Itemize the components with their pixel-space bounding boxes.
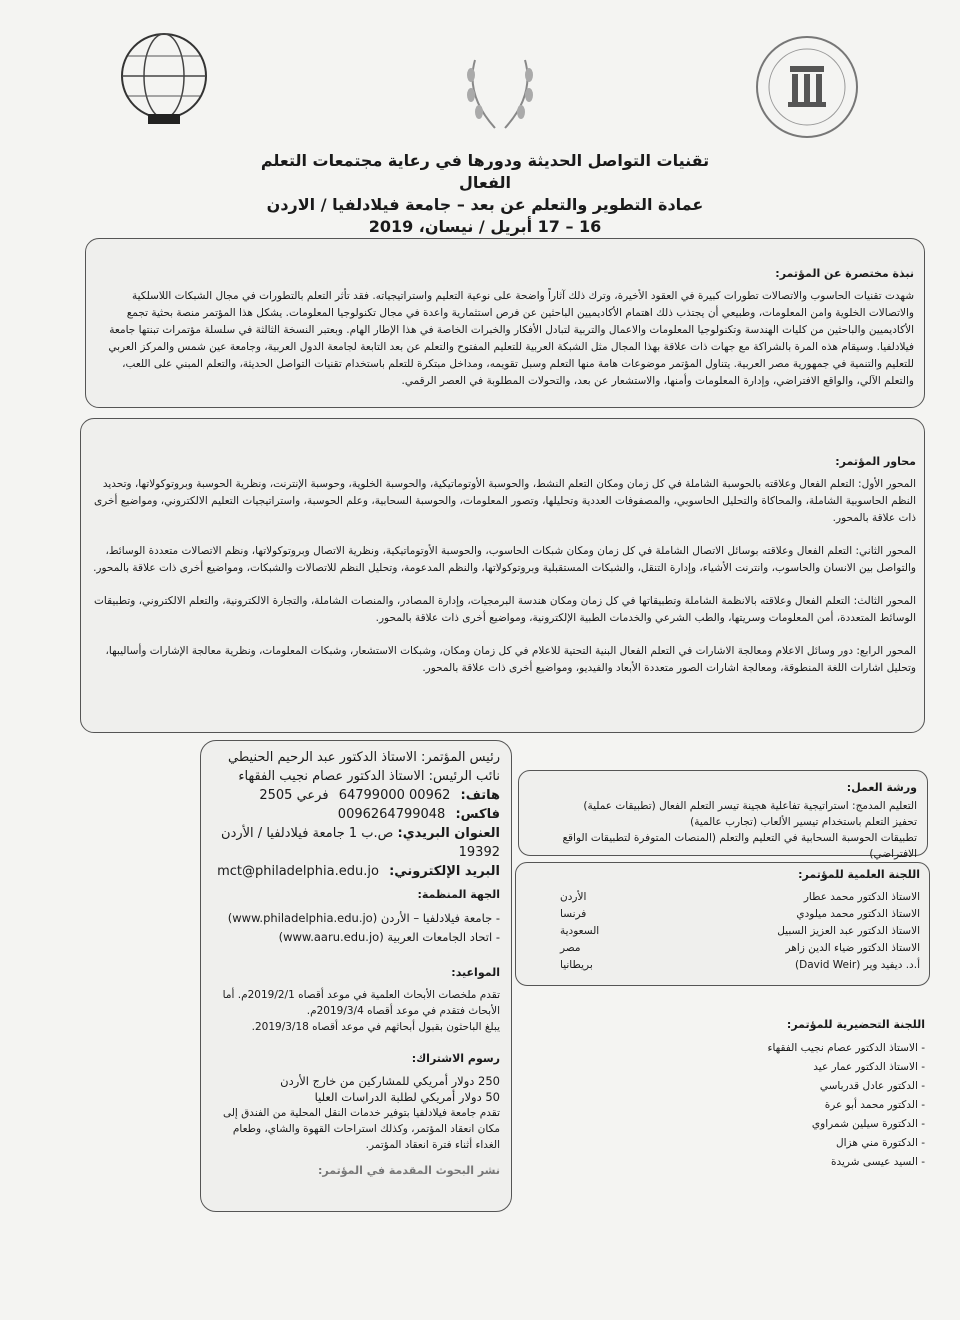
committee-member-row	[560, 906, 920, 923]
contacts-block	[210, 748, 500, 881]
preparatory-member: - الدكتور عادل قدرباسي	[819, 1080, 925, 1092]
mail-address: ص.ب 1 جامعة فيلادلفيا / الأردن 19392	[221, 826, 500, 860]
mail-label: العنوان البريدي:	[397, 826, 500, 841]
date-item: تقدم ملخصات الأبحاث العلمية في موعد أقصاه 2019/2/1م. أما الأبحاث فتقدم في موعد أقصاه 2019/3/4م.	[222, 989, 500, 1017]
member-name: الاستاذ الدكتور محمد عطار	[803, 891, 920, 903]
preparatory-member: - الدكتور محمد أبو عرة	[824, 1099, 925, 1111]
committee-member-row	[560, 889, 920, 906]
preparatory-member: - الدكتورة مني هزال	[835, 1137, 925, 1149]
organizers-heading: الجهة المنظمة:	[417, 888, 500, 901]
vice-president-line: نائب الرئيس: الاستاذ الدكتور عصام نجيب الفقهاء	[238, 769, 500, 784]
phone-number: 00962 64799000	[338, 788, 451, 803]
preparatory-member: - الاستاذ الدكتور عصام نجيب الفقهاء	[767, 1042, 925, 1054]
president-line: رئيس المؤتمر: الاستاذ الدكتور عبد الرحيم الحنيطي	[228, 750, 500, 765]
member-country: بريطانيا	[560, 959, 593, 971]
email-label: البريد الإلكتروني:	[389, 864, 500, 879]
scientific-heading: اللجنة العلمية للمؤتمر:	[798, 868, 920, 881]
member-country: مصر	[560, 942, 581, 954]
email-address[interactable]: mct@philadelphia.edu.jo	[217, 864, 379, 879]
dates-block	[210, 966, 500, 1035]
fees-block	[210, 1052, 500, 1153]
email-line	[210, 862, 500, 881]
preparatory-member: - السيد عيسى شريدة	[830, 1156, 925, 1168]
workshop-item: تطبيقات الحوسبة السحابية في التعليم والتعلم (المنصات المتوفرة لتطبيقات الواقع الافتراضي)	[562, 832, 917, 860]
scientific-committee-block	[560, 868, 920, 974]
workshop-heading: ورشة العمل:	[846, 781, 917, 794]
fax-number: 0096264799048	[337, 807, 446, 822]
fees-heading: رسوم الاشتراك:	[411, 1052, 500, 1065]
mail-line	[210, 824, 500, 862]
workshop-item: التعليم المدمج: استراتيجية تفاعلية هجينة تيسر التعلم الفعال (تطبيقات عملية)	[583, 800, 917, 812]
committee-member-row	[560, 923, 920, 940]
conference-title-block	[250, 150, 720, 238]
publishing-block	[210, 1164, 500, 1185]
phone-line	[210, 786, 500, 805]
fax-label: فاكس:	[455, 807, 500, 822]
workshop-item: تحفيز التعلم باستخدام تيسير الألعاب (تجارب عالمية)	[690, 816, 917, 828]
title-line-3: 16 – 17 أبريل / نيسان، 2019	[368, 217, 602, 236]
preparatory-member: - الاستاذ الدكتور عمار عيد	[813, 1061, 925, 1073]
workshop-panel	[518, 770, 928, 860]
fee-item: 250 دولار أمريكي للمشاركين من خارج الأردن	[280, 1074, 500, 1088]
publishing-heading: نشر البحوث المقدمة في المؤتمر:	[317, 1164, 500, 1177]
axis-item-2: المحور الثاني: التعلم الفعال وعلاقته بوسائل الاتصال الشاملة في كل زمان ومكان شبكات الحاسوب، والحوسبة الأوتوماتيكية، ونظرية الاتصال وبروتوكولاتها، ونظم الاتصالات متعددة الوسائط، والتواصل بين الانسان والحاسوب، وانترنت الأشياء، وإدارة التنقل، والشبكات المستقبلية وبروتوكولاتها، والنظم المدعومة، وتحليل النظم للاتصالات والشبكات، ومواضيع أخرى ذات علاقة بالمحور.	[93, 545, 916, 574]
dates-heading: المواعيد:	[451, 966, 500, 979]
organizer-item[interactable]: - اتحاد الجامعات العربية (www.aaru.edu.jo)	[278, 930, 500, 944]
committee-member-row	[560, 940, 920, 957]
fee-note: تقدم جامعة فيلادلفيا بتوفير خدمات النقل المحلية من الفندق إلى مكان انعقاد المؤتمر، وكذلك استراحات القهوة والشاي، وطعام الغداء أثناء فترة انعقاد المؤتمر.	[222, 1107, 500, 1151]
member-country: السعودية	[560, 925, 600, 937]
preparatory-heading: اللجنة التحضيرية للمؤتمر:	[786, 1018, 925, 1031]
axis-item-4: المحور الرابع: دور وسائل الاعلام ومعالجة الاشارات في التعلم الفعال البنية التحتية للاعلام في كل زمان ومكان، وشبكات الاستشعار، وشبكات المعلومات، ونظرية معالجة الإشارات وأساليبها، وتحليل اشارات اللغة المنطوقة، ومعالجة اشارات الصور متعددة الأبعاد والفيديو، ومواضيع أخرى ذات علاقة بالمحور.	[105, 645, 916, 674]
phone-label: هاتف:	[460, 788, 500, 803]
phone-extension: فرعي 2505	[259, 788, 329, 803]
laurel-wreath-center	[455, 50, 545, 135]
brief-panel	[85, 238, 925, 408]
fax-line	[210, 805, 500, 824]
member-name: أ.د. ديفيد وير (David Weir)	[795, 959, 920, 971]
member-name: الاستاذ الدكتور عبد العزيز السبيل	[777, 925, 920, 937]
member-country: الأردن	[560, 891, 587, 903]
axis-item-3: المحور الثالث: التعلم الفعال وعلاقته بالانظمة الشاملة وتطبيقاتها في كل زمان ومكان هندسة البرمجيات، وإدارة المصادر، والمنصات الشاملة، والتجارة الالكترونية، والتعلم الالكتروني، وتطبيقات الوسائط المتعددة، أمن المعلومات وسريتها، والطب الشرعي والخدمات الطبية الإلكترونية، ومواضيع أخرى ذات علاقة بالمحور.	[93, 595, 916, 624]
axis-item-1: المحور الأول: التعلم الفعال وعلاقته بالحوسبة الشاملة في كل زمان ومكان التعلم النشط، والحوسبة الأوتوماتيكية، والحوسبة الخلوية، وحوسبة الإنترنت، ونظرية الحوسبة وبروتوكولاتها، وتحديد النظم الحاسوبية الشاملة، والمحاكاة والتحليل الحاسوبي، والمصفوفات العددية وتحليلها، وتصور المعلومات، والحوسبة السحابية، وعلم الحوسبة، واستراتيجيات التعليم الالكتروني، ومواضيع أخرى ذات علاقة بالمحور.	[93, 478, 916, 524]
organizer-item[interactable]: - جامعة فيلادلفيا – الأردن (www.philadelphia.edu.jo)	[227, 911, 500, 925]
organizers-block	[210, 888, 500, 947]
axes-heading: محاور المؤتمر:	[835, 455, 916, 468]
member-name: الاستاذ الدكتور ضياء الدين زاهر	[785, 942, 920, 954]
title-line-2: عمادة التطوير والتعلم عن بعد – جامعة فيلادلفيا / الاردن	[266, 195, 704, 214]
member-country: فرنسا	[560, 908, 587, 920]
brief-text: شهدت تقنيات الحاسوب والاتصالات تطورات كبيرة في العقود الأخيرة، وترك ذلك آثاراً واضحة على نوعية التعليم واستراتيجياته. فقد تأثر التعلم بالتطورات في مجال الشبكات اللاسلكية والاتصالات الخلوية وامن المعلومات، وطبيعي أن يجتذب ذلك اهتمام الأكاديميين الباحثين عن فرص استثمارية واعدة في مجال تكنولوجيا المعلومات. يشكل هذا المؤتمر منصة بحثية تجمع الأكاديميين والباحثين من كليات الهندسة وتكنولوجيا المعلومات والاعمال والتربية لتبادل الأفكار والخبرات الخاصة في هذا الإطار الهام. وبعتبر النسخة الثالثة في سلسلة مؤتمرات تبنتها جامعة فيلادلفيا. وسيقام هذه المرة بالشراكة مع جهات ذات علاقة بهذا المجال مثل الشبكة العربية للتعليم المفتوح والتعلم عن بعد التابعة لجامعة الدول العربية، وجامعة عين شمس والمركز العربي للتعليم والتنمية في جمهورية مصر العربية. يتناول المؤتمر موضوعات هامة منها التعلم وسبل تقويمه، ومداخل مبتكرة للتعلم باستخدام تقنيات التواصل الحديثة، والتعلم المبني على اللعب، والتعلم الآلي، والواقع الافتراضي، وإدارة المعلومات وأمنها، والاستشعار عن بعد، والتحولات المطلوبة في العصر الرقمي.	[108, 290, 914, 387]
committee-member-row	[560, 957, 920, 974]
university-seal-right	[752, 32, 862, 142]
preparatory-committee-block	[700, 1018, 925, 1172]
fee-item: 50 دولار أمريكي لطلبة الدراسات العليا	[314, 1090, 500, 1104]
preparatory-member: - الدكتورة سيلين شمراوي	[811, 1118, 925, 1130]
axes-panel	[80, 418, 925, 733]
title-line-1: تقنيات التواصل الحديثة ودورها في رعاية مجتمعات التعلم الفعال	[260, 151, 710, 192]
date-item: يبلغ الباحثون بقبول أبحاثهم في موعد أقصاه 2019/3/18.	[251, 1021, 500, 1033]
globe-logo-left	[118, 30, 210, 126]
member-name: الاستاذ الدكتور محمد ميلودي	[796, 908, 920, 920]
brief-heading: نبذة مختصرة عن المؤتمر:	[775, 267, 914, 280]
